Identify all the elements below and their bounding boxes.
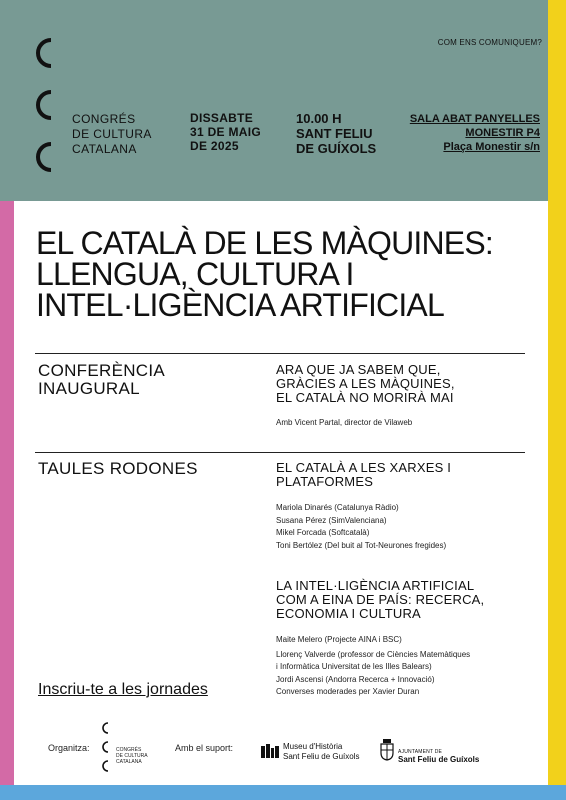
- divider: [35, 452, 525, 453]
- logo-line: CATALANA: [116, 759, 142, 765]
- talk-line: ARA QUE JA SABEM QUE,: [276, 362, 441, 377]
- museum-line: Sant Feliu de Guíxols: [283, 752, 360, 761]
- person-line: Jordi Ascensi (Andorra Recerca + Innovació): [276, 674, 435, 684]
- divider: [35, 353, 525, 354]
- venue-line[interactable]: Plaça Monestir s/n: [443, 141, 540, 153]
- signup-link[interactable]: Inscriu-te a les jornades: [38, 681, 208, 698]
- table1-people: [276, 502, 446, 552]
- organitza-label: Organitza:: [48, 743, 90, 753]
- title-line: INTEL·LIGÈNCIA ARTIFICIAL: [36, 287, 444, 323]
- venue-line[interactable]: MONESTIR P4: [465, 127, 540, 139]
- congres-small-logo-text: [116, 747, 148, 765]
- person-line: Mariola Dinarés (Catalunya Ràdio): [276, 503, 399, 512]
- title-line: EL CATALÀ DE LES MÀQUINES:: [36, 225, 493, 261]
- congres-logo-text: [72, 112, 182, 157]
- yellow-side-bar: [548, 0, 566, 785]
- logo-line: CATALANA: [72, 142, 137, 156]
- person-line: Mikel Forcada (Softcatalà): [276, 528, 370, 537]
- talk-line: GRÀCIES A LES MÀQUINES,: [276, 376, 455, 391]
- talk-line: ECONOMIA I CULTURA: [276, 606, 421, 621]
- label-line: TAULES RODONES: [38, 459, 198, 478]
- label-line: INAUGURAL: [38, 379, 140, 398]
- logo-line: DE CULTURA: [116, 753, 148, 759]
- blue-bottom-bar: [0, 785, 566, 800]
- talk-line: COM A EINA DE PAÍS: RECERCA,: [276, 592, 485, 607]
- museum-line: Museu d'Història: [283, 742, 343, 751]
- ajuntament-logo-text: [398, 749, 479, 765]
- venue-link[interactable]: [410, 112, 540, 154]
- main-title: [36, 225, 493, 323]
- person-line: Maite Melero (Projecte AINA i BSC): [276, 635, 402, 644]
- round-tables-label: [38, 460, 198, 478]
- date-line: DISSABTE: [190, 111, 254, 125]
- time-line: DE GUÍXOLS: [296, 141, 377, 156]
- pink-side-bar: [0, 201, 14, 785]
- table1-title: [276, 461, 451, 489]
- person-line: Converses moderades per Xavier Duran: [276, 687, 420, 696]
- suport-label: Amb el suport:: [175, 743, 234, 753]
- title-line: LLENGUA, CULTURA I: [36, 256, 354, 292]
- museum-logo-text: [283, 742, 359, 762]
- table2-title: [276, 579, 484, 621]
- person-line: i Informàtica Universitat de les Illes Balears): [276, 662, 432, 671]
- label-line: CONFERÈNCIA: [38, 361, 166, 380]
- logo-line: CONGRÉS: [116, 747, 142, 753]
- logo-line: CONGRÉS: [72, 112, 136, 126]
- event-time-place: [296, 111, 376, 156]
- conference-label: [38, 362, 165, 398]
- com-ens-comuniquem-link[interactable]: COM ENS COMUNIQUEM?: [437, 38, 542, 47]
- conference-talk-title: [276, 363, 455, 405]
- person-line: Toni Bertólez (Del buit al Tot-Neurones fregides): [276, 540, 447, 550]
- congres-small-logo-icon: [101, 722, 113, 772]
- ajuntament-shield-icon: [380, 739, 394, 761]
- venue-line[interactable]: SALA ABAT PANYELLES: [409, 113, 540, 125]
- time-line: 10.00 H: [296, 111, 342, 126]
- header-banner: [0, 0, 548, 201]
- time-line: SANT FELIU: [296, 126, 373, 141]
- person-line: Susana Pérez (SimValenciana): [276, 515, 387, 525]
- congres-logo-icon: [34, 38, 64, 172]
- talk-line: EL CATALÀ NO MORIRÀ MAI: [276, 390, 454, 405]
- museum-logo-icon: [261, 744, 279, 758]
- ajuntament-small-line: AJUNTAMENT DE: [398, 749, 443, 755]
- date-line: 31 DE MAIG: [190, 125, 262, 139]
- person-line: Llorenç Valverde (professor de Ciències Matemàtiques: [276, 649, 471, 659]
- talk-line: EL CATALÀ A LES XARXES I: [276, 460, 452, 475]
- conference-speaker: [276, 417, 412, 430]
- table2-people: [276, 634, 470, 699]
- talk-line: PLATAFORMES: [276, 474, 374, 489]
- ajuntament-big-line: Sant Feliu de Guíxols: [398, 755, 480, 764]
- speaker-line: Amb Vicent Partal, director de Vilaweb: [276, 418, 413, 427]
- date-line: DE 2025: [190, 139, 239, 153]
- talk-line: LA INTEL·LIGÈNCIA ARTIFICIAL: [276, 578, 475, 593]
- event-date: [190, 111, 261, 153]
- logo-line: DE CULTURA: [72, 127, 152, 141]
